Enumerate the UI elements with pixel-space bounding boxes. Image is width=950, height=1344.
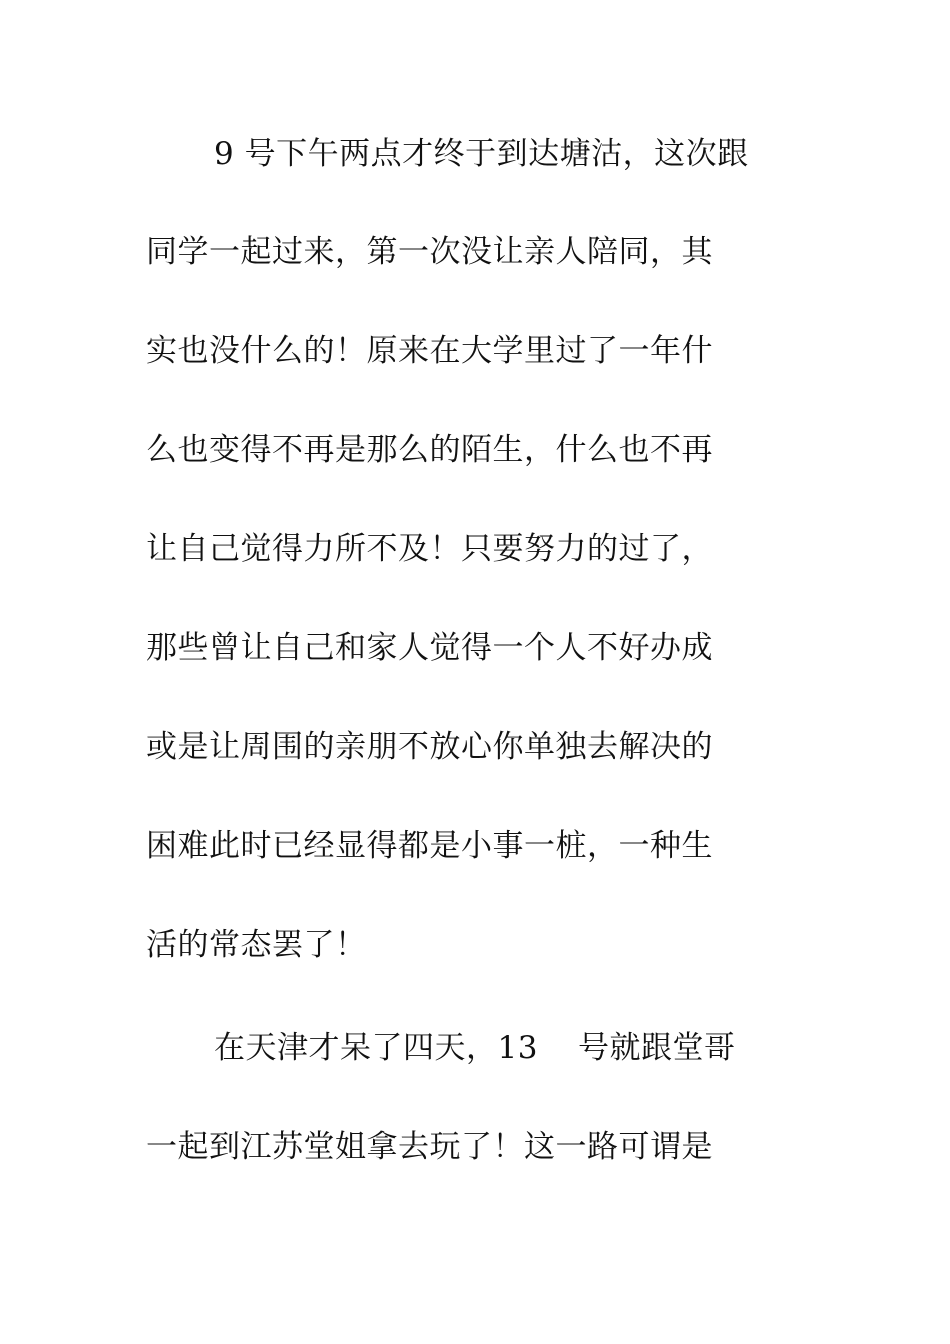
paragraph-1-line-2: 同学一起过来，第一次没让亲人陪同，其 (146, 234, 713, 270)
paragraph-2-line-1-start: 在天津才呆了四天，13 (214, 1030, 538, 1066)
paragraph-2-line-1 (214, 1028, 735, 1068)
paragraph-2-line-2: 一起到江苏堂姐拿去玩了！这一路可谓是 (146, 1129, 713, 1165)
paragraph-1-line-3: 实也没什么的！原来在大学里过了一年什 (146, 333, 713, 369)
paragraph-1-line-7: 或是让周围的亲朋不放心你单独去解决的 (146, 729, 713, 765)
paragraph-1-line-5: 让自己觉得力所不及！只要努力的过了， (146, 531, 713, 567)
paragraph-1-line-8: 困难此时已经显得都是小事一桩，一种生 (146, 828, 713, 864)
paragraph-1-line-1: 9 号下午两点才终于到达塘沽，这次跟 (214, 136, 749, 172)
paragraph-2-line-1-end: 号就跟堂哥 (577, 1030, 736, 1066)
paragraph-1-line-4: 么也变得不再是那么的陌生，什么也不再 (146, 432, 713, 468)
paragraph-1-line-6: 那些曾让自己和家人觉得一个人不好办成 (146, 630, 713, 666)
paragraph-1-line-9: 活的常态罢了！ (146, 927, 367, 963)
